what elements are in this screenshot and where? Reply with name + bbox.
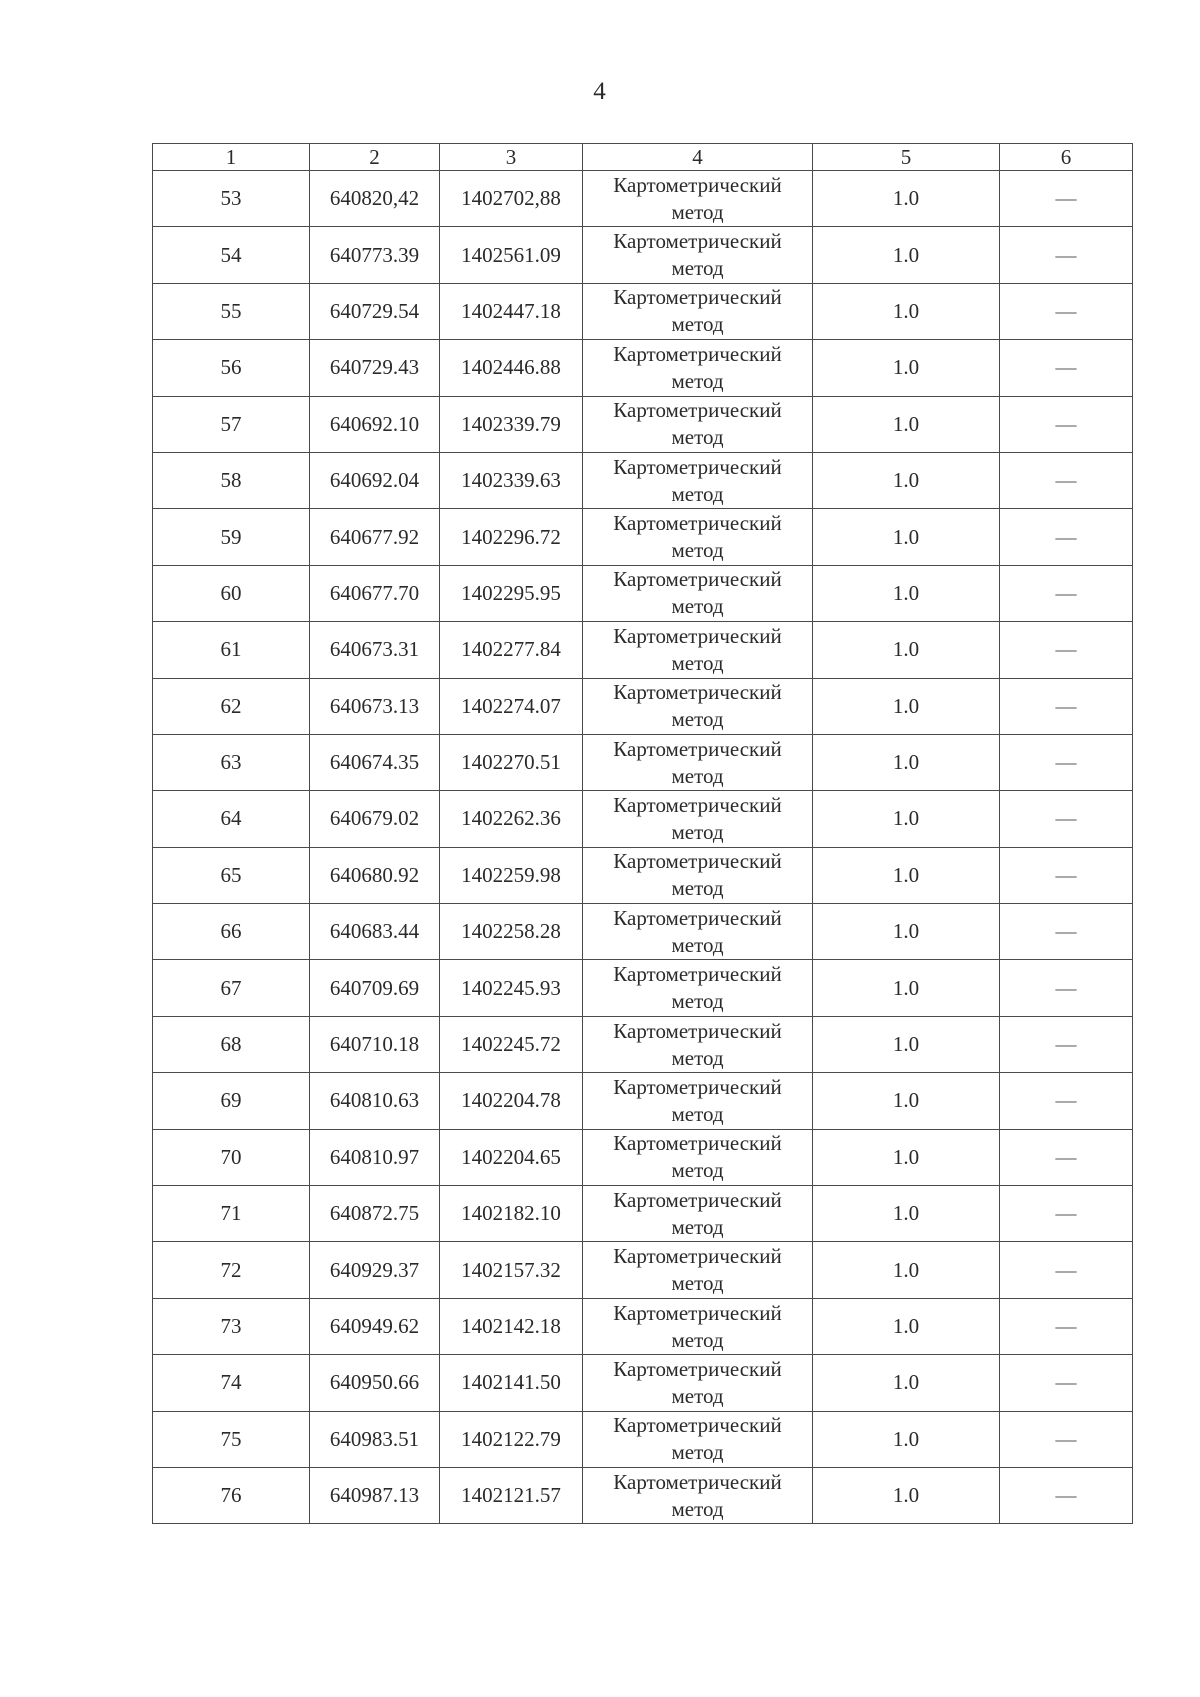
method-cell <box>583 847 813 903</box>
method-line-2: метод <box>671 1045 724 1070</box>
point-number-cell: 67 <box>153 960 310 1016</box>
x-coordinate-cell: 640674.35 <box>310 734 440 790</box>
method-cell <box>583 1073 813 1129</box>
point-number-cell: 72 <box>153 1242 310 1298</box>
method-line-1: Картометрический <box>613 792 782 817</box>
x-coordinate-cell: 640929.37 <box>310 1242 440 1298</box>
method-line-2: метод <box>671 1440 724 1465</box>
table-row <box>153 227 1133 283</box>
table-row <box>153 452 1133 508</box>
method-cell <box>583 960 813 1016</box>
method-cell <box>583 1242 813 1298</box>
precision-cell: 1.0 <box>813 622 1000 678</box>
method-cell <box>583 1016 813 1072</box>
table-row <box>153 678 1133 734</box>
note-cell: — <box>1000 791 1133 847</box>
column-header: 4 <box>583 144 813 171</box>
method-line-1: Картометрический <box>613 1469 782 1494</box>
method-line-1: Картометрический <box>613 1244 782 1269</box>
point-number-cell: 61 <box>153 622 310 678</box>
precision-cell: 1.0 <box>813 791 1000 847</box>
method-line-1: Картометрический <box>613 567 782 592</box>
y-coordinate-cell: 1402182.10 <box>440 1186 583 1242</box>
table-row <box>153 565 1133 621</box>
point-number-cell: 55 <box>153 283 310 339</box>
table-row <box>153 340 1133 396</box>
method-cell <box>583 452 813 508</box>
point-number-cell: 60 <box>153 565 310 621</box>
method-cell <box>583 904 813 960</box>
note-cell: — <box>1000 1016 1133 1072</box>
precision-cell: 1.0 <box>813 565 1000 621</box>
y-coordinate-cell: 1402447.18 <box>440 283 583 339</box>
y-coordinate-cell: 1402258.28 <box>440 904 583 960</box>
note-cell: — <box>1000 509 1133 565</box>
method-cell <box>583 565 813 621</box>
point-number-cell: 73 <box>153 1298 310 1354</box>
method-cell <box>583 791 813 847</box>
precision-cell: 1.0 <box>813 1016 1000 1072</box>
method-line-1: Картометрический <box>613 736 782 761</box>
y-coordinate-cell: 1402270.51 <box>440 734 583 790</box>
table-row <box>153 847 1133 903</box>
point-number-cell: 65 <box>153 847 310 903</box>
precision-cell: 1.0 <box>813 904 1000 960</box>
method-line-2: метод <box>671 425 724 450</box>
method-line-2: метод <box>671 989 724 1014</box>
method-line-2: метод <box>671 312 724 337</box>
method-line-1: Картометрический <box>613 229 782 254</box>
y-coordinate-cell: 1402204.78 <box>440 1073 583 1129</box>
y-coordinate-cell: 1402277.84 <box>440 622 583 678</box>
note-cell: — <box>1000 1073 1133 1129</box>
table-row <box>153 1355 1133 1411</box>
x-coordinate-cell: 640710.18 <box>310 1016 440 1072</box>
method-line-1: Картометрический <box>613 680 782 705</box>
x-coordinate-cell: 640709.69 <box>310 960 440 1016</box>
point-number-cell: 54 <box>153 227 310 283</box>
method-line-1: Картометрический <box>613 1187 782 1212</box>
method-line-2: метод <box>671 1158 724 1183</box>
y-coordinate-cell: 1402141.50 <box>440 1355 583 1411</box>
x-coordinate-cell: 640692.10 <box>310 396 440 452</box>
coordinates-table <box>152 143 1133 1524</box>
point-number-cell: 58 <box>153 452 310 508</box>
method-cell <box>583 734 813 790</box>
method-line-2: метод <box>671 650 724 675</box>
note-cell: — <box>1000 622 1133 678</box>
method-line-1: Картометрический <box>613 849 782 874</box>
header-row <box>153 144 1133 171</box>
point-number-cell: 56 <box>153 340 310 396</box>
precision-cell: 1.0 <box>813 171 1000 227</box>
y-coordinate-cell: 1402142.18 <box>440 1298 583 1354</box>
precision-cell: 1.0 <box>813 1298 1000 1354</box>
column-header: 5 <box>813 144 1000 171</box>
precision-cell: 1.0 <box>813 1129 1000 1185</box>
precision-cell: 1.0 <box>813 227 1000 283</box>
precision-cell: 1.0 <box>813 452 1000 508</box>
x-coordinate-cell: 640673.13 <box>310 678 440 734</box>
method-line-1: Картометрический <box>613 1413 782 1438</box>
method-cell <box>583 622 813 678</box>
x-coordinate-cell: 640949.62 <box>310 1298 440 1354</box>
method-line-1: Картометрический <box>613 511 782 536</box>
y-coordinate-cell: 1402296.72 <box>440 509 583 565</box>
point-number-cell: 63 <box>153 734 310 790</box>
table-row <box>153 1129 1133 1185</box>
note-cell: — <box>1000 1355 1133 1411</box>
x-coordinate-cell: 640680.92 <box>310 847 440 903</box>
point-number-cell: 53 <box>153 171 310 227</box>
table-body <box>153 171 1133 1524</box>
table-row <box>153 396 1133 452</box>
note-cell: — <box>1000 396 1133 452</box>
method-cell <box>583 227 813 283</box>
method-line-2: метод <box>671 1496 724 1521</box>
note-cell: — <box>1000 452 1133 508</box>
method-cell <box>583 1411 813 1467</box>
point-number-cell: 66 <box>153 904 310 960</box>
table-row <box>153 622 1133 678</box>
x-coordinate-cell: 640810.63 <box>310 1073 440 1129</box>
table-header <box>153 144 1133 171</box>
precision-cell: 1.0 <box>813 1411 1000 1467</box>
method-cell <box>583 1467 813 1523</box>
precision-cell: 1.0 <box>813 1242 1000 1298</box>
y-coordinate-cell: 1402339.63 <box>440 452 583 508</box>
method-cell <box>583 1129 813 1185</box>
table-row <box>153 791 1133 847</box>
precision-cell: 1.0 <box>813 678 1000 734</box>
point-number-cell: 57 <box>153 396 310 452</box>
method-line-1: Картометрический <box>613 962 782 987</box>
method-line-1: Картометрический <box>613 1131 782 1156</box>
note-cell: — <box>1000 1411 1133 1467</box>
table-row <box>153 509 1133 565</box>
x-coordinate-cell: 640987.13 <box>310 1467 440 1523</box>
note-cell: — <box>1000 1298 1133 1354</box>
method-line-2: метод <box>671 594 724 619</box>
note-cell: — <box>1000 283 1133 339</box>
point-number-cell: 70 <box>153 1129 310 1185</box>
table-row <box>153 1016 1133 1072</box>
y-coordinate-cell: 1402702,88 <box>440 171 583 227</box>
page-number: 4 <box>593 78 607 105</box>
table-row <box>153 171 1133 227</box>
point-number-cell: 64 <box>153 791 310 847</box>
precision-cell: 1.0 <box>813 1186 1000 1242</box>
method-line-1: Картометрический <box>613 454 782 479</box>
method-line-2: метод <box>671 707 724 732</box>
point-number-cell: 59 <box>153 509 310 565</box>
method-line-2: метод <box>671 819 724 844</box>
precision-cell: 1.0 <box>813 847 1000 903</box>
table-row <box>153 283 1133 339</box>
method-line-2: метод <box>671 1271 724 1296</box>
y-coordinate-cell: 1402204.65 <box>440 1129 583 1185</box>
point-number-cell: 71 <box>153 1186 310 1242</box>
table-row <box>153 1242 1133 1298</box>
note-cell: — <box>1000 1242 1133 1298</box>
precision-cell: 1.0 <box>813 1467 1000 1523</box>
method-line-2: метод <box>671 1327 724 1352</box>
note-cell: — <box>1000 678 1133 734</box>
x-coordinate-cell: 640810.97 <box>310 1129 440 1185</box>
y-coordinate-cell: 1402339.79 <box>440 396 583 452</box>
table-row <box>153 1467 1133 1523</box>
y-coordinate-cell: 1402446.88 <box>440 340 583 396</box>
note-cell: — <box>1000 734 1133 790</box>
x-coordinate-cell: 640729.54 <box>310 283 440 339</box>
method-line-1: Картометрический <box>613 1018 782 1043</box>
table-row <box>153 1186 1133 1242</box>
table-row <box>153 1411 1133 1467</box>
method-line-2: метод <box>671 1101 724 1126</box>
y-coordinate-cell: 1402245.72 <box>440 1016 583 1072</box>
column-header: 2 <box>310 144 440 171</box>
column-header: 1 <box>153 144 310 171</box>
table-row <box>153 960 1133 1016</box>
method-line-2: метод <box>671 368 724 393</box>
method-line-1: Картометрический <box>613 1300 782 1325</box>
method-line-2: метод <box>671 199 724 224</box>
point-number-cell: 75 <box>153 1411 310 1467</box>
method-line-1: Картометрический <box>613 341 782 366</box>
x-coordinate-cell: 640729.43 <box>310 340 440 396</box>
precision-cell: 1.0 <box>813 509 1000 565</box>
method-cell <box>583 171 813 227</box>
y-coordinate-cell: 1402122.79 <box>440 1411 583 1467</box>
column-header: 6 <box>1000 144 1133 171</box>
point-number-cell: 76 <box>153 1467 310 1523</box>
note-cell: — <box>1000 1186 1133 1242</box>
precision-cell: 1.0 <box>813 340 1000 396</box>
method-line-1: Картометрический <box>613 285 782 310</box>
x-coordinate-cell: 640683.44 <box>310 904 440 960</box>
note-cell: — <box>1000 847 1133 903</box>
method-cell <box>583 509 813 565</box>
table-row <box>153 734 1133 790</box>
x-coordinate-cell: 640872.75 <box>310 1186 440 1242</box>
x-coordinate-cell: 640820,42 <box>310 171 440 227</box>
method-line-2: метод <box>671 538 724 563</box>
y-coordinate-cell: 1402245.93 <box>440 960 583 1016</box>
note-cell: — <box>1000 1467 1133 1523</box>
note-cell: — <box>1000 227 1133 283</box>
method-line-2: метод <box>671 763 724 788</box>
method-line-1: Картометрический <box>613 172 782 197</box>
method-line-2: метод <box>671 481 724 506</box>
precision-cell: 1.0 <box>813 283 1000 339</box>
table-row <box>153 1298 1133 1354</box>
y-coordinate-cell: 1402561.09 <box>440 227 583 283</box>
method-cell <box>583 1186 813 1242</box>
x-coordinate-cell: 640677.92 <box>310 509 440 565</box>
precision-cell: 1.0 <box>813 960 1000 1016</box>
y-coordinate-cell: 1402274.07 <box>440 678 583 734</box>
method-line-2: метод <box>671 932 724 957</box>
precision-cell: 1.0 <box>813 1073 1000 1129</box>
method-cell <box>583 396 813 452</box>
x-coordinate-cell: 640679.02 <box>310 791 440 847</box>
method-cell <box>583 340 813 396</box>
point-number-cell: 74 <box>153 1355 310 1411</box>
method-cell <box>583 283 813 339</box>
note-cell: — <box>1000 340 1133 396</box>
method-line-2: метод <box>671 256 724 281</box>
x-coordinate-cell: 640950.66 <box>310 1355 440 1411</box>
y-coordinate-cell: 1402259.98 <box>440 847 583 903</box>
method-cell <box>583 1298 813 1354</box>
point-number-cell: 68 <box>153 1016 310 1072</box>
table-row <box>153 1073 1133 1129</box>
method-cell <box>583 678 813 734</box>
note-cell: — <box>1000 171 1133 227</box>
precision-cell: 1.0 <box>813 1355 1000 1411</box>
method-line-2: метод <box>671 1214 724 1239</box>
method-line-1: Картометрический <box>613 1356 782 1381</box>
note-cell: — <box>1000 904 1133 960</box>
x-coordinate-cell: 640673.31 <box>310 622 440 678</box>
precision-cell: 1.0 <box>813 396 1000 452</box>
x-coordinate-cell: 640773.39 <box>310 227 440 283</box>
y-coordinate-cell: 1402295.95 <box>440 565 583 621</box>
method-line-2: метод <box>671 876 724 901</box>
method-line-1: Картометрический <box>613 1074 782 1099</box>
y-coordinate-cell: 1402121.57 <box>440 1467 583 1523</box>
method-cell <box>583 1355 813 1411</box>
note-cell: — <box>1000 960 1133 1016</box>
x-coordinate-cell: 640677.70 <box>310 565 440 621</box>
y-coordinate-cell: 1402262.36 <box>440 791 583 847</box>
method-line-1: Картометрический <box>613 623 782 648</box>
point-number-cell: 62 <box>153 678 310 734</box>
column-header: 3 <box>440 144 583 171</box>
precision-cell: 1.0 <box>813 734 1000 790</box>
x-coordinate-cell: 640983.51 <box>310 1411 440 1467</box>
point-number-cell: 69 <box>153 1073 310 1129</box>
method-line-2: метод <box>671 1383 724 1408</box>
note-cell: — <box>1000 1129 1133 1185</box>
y-coordinate-cell: 1402157.32 <box>440 1242 583 1298</box>
method-line-1: Картометрический <box>613 905 782 930</box>
x-coordinate-cell: 640692.04 <box>310 452 440 508</box>
method-line-1: Картометрический <box>613 398 782 423</box>
table-row <box>153 904 1133 960</box>
note-cell: — <box>1000 565 1133 621</box>
